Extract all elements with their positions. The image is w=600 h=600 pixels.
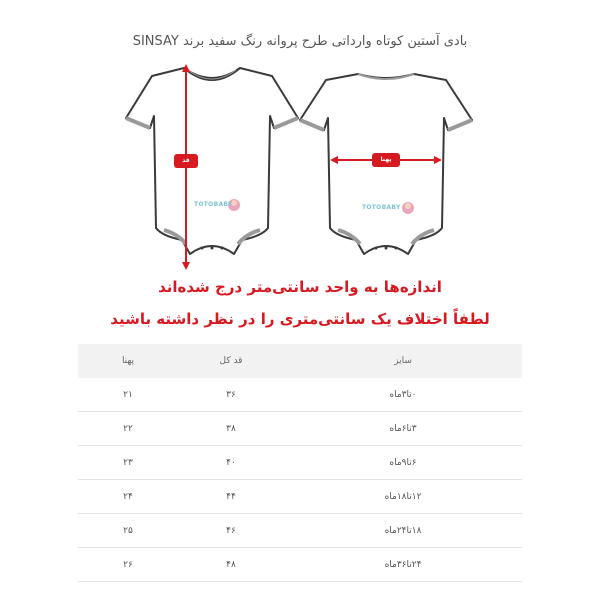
bodysuit-front-icon: [122, 58, 302, 273]
size-table: [78, 344, 522, 582]
table-header-row: [78, 344, 522, 378]
cell-width: ۲۱: [78, 378, 178, 412]
product-title: بادی آستین کوتاه وارداتی طرح پروانه رنگ سفید برند SINSAY: [132, 34, 468, 49]
cell-size: ۱۲تا۱۸ماه: [284, 480, 522, 514]
cell-size: ۳تا۶ماه: [284, 412, 522, 446]
cell-size: ۶تا۹ماه: [284, 446, 522, 480]
table-row: [78, 446, 522, 480]
units-note: اندازه‌ها به واحد سانتی‌متر درج شده‌اند: [158, 278, 442, 296]
cell-width: ۲۴: [78, 480, 178, 514]
length-tag: قد: [182, 157, 190, 164]
header-size: سایز: [394, 356, 412, 366]
cell-length: ۴۰: [178, 446, 284, 480]
table-row: [78, 412, 522, 446]
cell-width: ۲۳: [78, 446, 178, 480]
cell-length: ۳۸: [178, 412, 284, 446]
cell-width: ۲۲: [78, 412, 178, 446]
table-row: [78, 378, 522, 412]
brand-logo-text: TOTOBABY: [362, 204, 401, 211]
cell-length: ۳۶: [178, 378, 284, 412]
cell-width: ۲۶: [78, 548, 178, 582]
brand-logo-text: TOTOBABY: [194, 201, 233, 208]
table-row: [78, 548, 522, 582]
cell-size: ۲۴تا۳۶ماه: [284, 548, 522, 582]
cell-length: ۴۴: [178, 480, 284, 514]
header-length: قد کل: [219, 356, 243, 366]
header-width: پهنا: [121, 356, 135, 366]
bodysuit-width-illustration: [296, 58, 476, 273]
table-row: [78, 480, 522, 514]
table-row: [78, 514, 522, 548]
width-tag: پهنا: [380, 156, 392, 163]
cell-size: ۰تا۳ماه: [284, 378, 522, 412]
bodysuit-back-icon: [296, 58, 476, 273]
cell-width: ۲۵: [78, 514, 178, 548]
tolerance-note: لطفاً اختلاف یک سانتی‌متری را در نظر داشته باشید: [110, 310, 490, 328]
cell-length: ۴۶: [178, 514, 284, 548]
cell-length: ۴۸: [178, 548, 284, 582]
bodysuit-length-illustration: [122, 58, 302, 273]
cell-size: ۱۸تا۲۴ماه: [284, 514, 522, 548]
